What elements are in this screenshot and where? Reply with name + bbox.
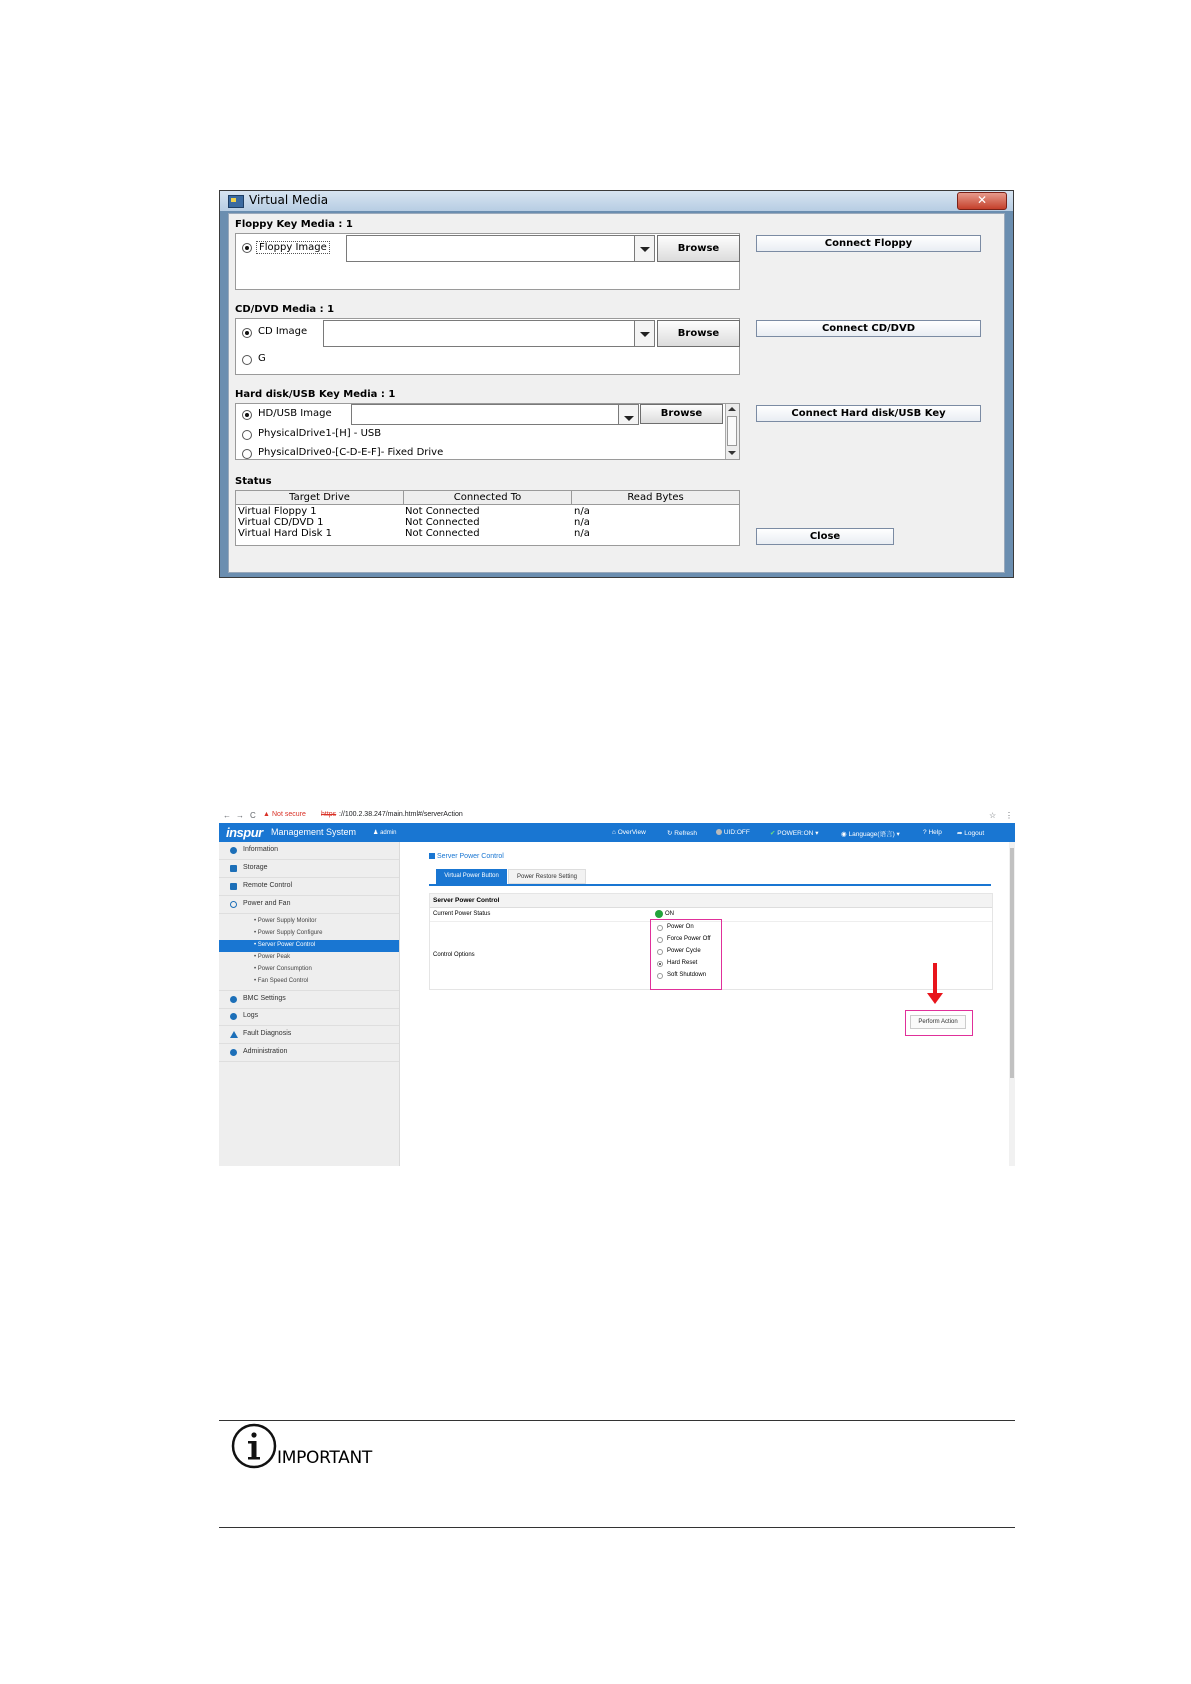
sidebar-subitem-label: • Power Consumption	[254, 966, 312, 972]
table-cell: Not Connected	[405, 528, 480, 539]
page-scrollbar[interactable]	[1009, 842, 1015, 1166]
table-cell: Virtual CD/DVD 1	[238, 517, 324, 528]
nav-logout[interactable]	[957, 829, 984, 837]
hdusb-section-label: Hard disk/USB Key Media : 1	[235, 389, 396, 400]
menu-icon[interactable]: ⋮	[1005, 811, 1013, 820]
note-top-rule	[219, 1420, 1015, 1421]
floppy-section-label: Floppy Key Media : 1	[235, 219, 353, 230]
section-title: Server Power Control	[433, 897, 500, 904]
sidebar-subitem-power-supply-monitor[interactable]	[219, 916, 399, 928]
info-icon	[231, 1423, 277, 1469]
hdusb-image-label: HD/USB Image	[258, 408, 332, 419]
cddvd-panel	[235, 318, 740, 375]
cd-drive-g-radio[interactable]	[242, 355, 252, 365]
connect-cddvd-button[interactable]: Connect CD/DVD	[756, 320, 981, 337]
sidebar-item-label: Power and Fan	[243, 900, 291, 907]
logout-icon: ➦	[957, 830, 963, 837]
window-client-area	[228, 213, 1005, 573]
floppy-image-label: Floppy Image	[256, 241, 330, 254]
nav-power[interactable]	[770, 829, 818, 837]
nav-logout-label: Logout	[964, 830, 985, 837]
nav-power-label: POWER:ON	[777, 830, 814, 837]
window-close-button[interactable]: ✕	[957, 192, 1007, 210]
physicaldrive0-label: PhysicalDrive0-[C-D-E-F]- Fixed Drive	[258, 447, 444, 458]
system-name: Management System	[271, 827, 357, 837]
warning-icon: ▲	[263, 811, 270, 818]
sidebar-subitem-label: • Server Power Control	[254, 942, 316, 948]
window-titlebar[interactable]	[220, 191, 1013, 211]
globe-icon: ◉	[841, 831, 847, 838]
option-force-power-off-label: Force Power Off	[667, 936, 711, 942]
red-arrow-down-icon	[927, 993, 943, 1004]
bmc-web-screenshot	[219, 808, 1015, 1166]
table-cell: Not Connected	[405, 517, 480, 528]
scroll-down-icon[interactable]	[728, 451, 736, 455]
status-label: Status	[235, 476, 272, 487]
option-soft-shutdown-label: Soft Shutdown	[667, 972, 707, 978]
close-button[interactable]: Close	[756, 528, 894, 545]
sidebar-subitem-power-supply-configure[interactable]	[219, 928, 399, 940]
power-control-panel	[429, 893, 993, 990]
physicaldrive1-label: PhysicalDrive1-[H] - USB	[258, 428, 382, 439]
url-scheme: https	[321, 811, 337, 818]
sidebar-subitem-power-consumption[interactable]	[219, 964, 399, 976]
nav-language-label: Language(语言)	[848, 831, 895, 838]
column-header: Read Bytes	[572, 491, 739, 505]
caret-down-icon: ▾	[896, 831, 900, 838]
cd-drive-g-label: G	[258, 353, 266, 364]
chevron-down-icon[interactable]	[618, 405, 638, 424]
sidebar-subitem-fan-speed-control[interactable]	[219, 976, 399, 988]
cd-image-combo[interactable]	[323, 320, 655, 347]
nav-help[interactable]	[923, 829, 942, 836]
options-highlight-box	[650, 919, 722, 990]
url-text[interactable]: ://100.2.38.247/main.html#/serverAction	[339, 811, 463, 818]
user-icon: ♟	[373, 830, 379, 836]
sidebar-item-information[interactable]	[219, 842, 399, 860]
cd-image-radio[interactable]	[242, 328, 252, 338]
refresh-icon: ↻	[667, 830, 673, 837]
sidebar-subitem-label: • Power Peak	[254, 954, 291, 960]
floppy-image-radio[interactable]	[242, 243, 252, 253]
connect-floppy-button[interactable]: Connect Floppy	[756, 235, 981, 252]
option-hard-reset-label: Hard Reset	[667, 960, 698, 966]
sidebar-item-label: BMC Settings	[243, 995, 286, 1002]
physicaldrive1-radio[interactable]	[242, 430, 252, 440]
nav-uid[interactable]	[716, 829, 750, 836]
hdusb-image-combo[interactable]	[351, 404, 639, 425]
browser-address-bar	[219, 808, 1015, 823]
sidebar-item-label: Information	[243, 846, 279, 853]
caret-down-icon: ▾	[815, 830, 819, 837]
nav-help-label: Help	[928, 829, 942, 836]
sidebar-item-bmc-settings[interactable]	[219, 990, 399, 1009]
sidebar-item-label: Remote Control	[243, 882, 293, 889]
main-content	[400, 842, 1015, 1166]
table-cell: Virtual Hard Disk 1	[238, 528, 332, 539]
panel-header	[430, 894, 992, 908]
red-arrow-shaft	[933, 963, 937, 995]
page-title-text: Server Power Control	[436, 853, 504, 860]
sidebar-subitem-label: • Fan Speed Control	[254, 978, 309, 984]
sidebar-item-storage[interactable]	[219, 860, 399, 878]
hdusb-image-radio[interactable]	[242, 410, 252, 420]
status-table	[235, 490, 740, 546]
sidebar-item-power-and-fan[interactable]	[219, 896, 399, 914]
connect-hdusb-button[interactable]: Connect Hard disk/USB Key	[756, 405, 981, 422]
power-icon	[230, 901, 237, 908]
current-status-label: Current Power Status	[433, 911, 491, 917]
cddvd-section-label: CD/DVD Media : 1	[235, 304, 335, 315]
storage-icon	[230, 865, 237, 872]
nav-language[interactable]	[841, 829, 900, 838]
tab-power-restore-setting[interactable]: Power Restore Setting	[508, 869, 586, 884]
reload-icon[interactable]: C	[250, 811, 256, 820]
sidebar-subitem-server-power-control[interactable]	[219, 940, 399, 952]
hdusb-scrollbar[interactable]	[725, 404, 739, 459]
table-cell: n/a	[574, 517, 590, 528]
nav-refresh[interactable]	[667, 829, 697, 837]
scroll-thumb[interactable]	[727, 416, 737, 446]
status-on-icon	[655, 910, 663, 918]
forward-icon[interactable]: →	[236, 811, 244, 820]
monitor-icon	[230, 883, 237, 890]
floppy-browse-button[interactable]: Browse	[657, 235, 740, 262]
column-header: Target Drive	[236, 491, 404, 505]
window-title: Virtual Media	[249, 193, 329, 207]
scroll-up-icon[interactable]	[728, 407, 736, 411]
sidebar-item-remote-control[interactable]	[219, 878, 399, 896]
cddvd-browse-button[interactable]: Browse	[657, 320, 740, 347]
chevron-down-icon[interactable]	[634, 321, 654, 346]
check-icon: ✔	[770, 830, 776, 837]
perform-action-button[interactable]: Perform Action	[910, 1015, 966, 1029]
not-secure-label[interactable]: Not secure	[272, 811, 306, 818]
uid-status-icon	[716, 829, 722, 835]
virtual-media-window	[219, 190, 1014, 578]
sidebar-subitem-label: • Power Supply Configure	[254, 930, 323, 936]
user-name: admin	[380, 830, 397, 836]
app-icon	[228, 195, 244, 208]
physicaldrive0-radio[interactable]	[242, 449, 252, 459]
nav-refresh-label: Refresh	[674, 830, 698, 837]
table-cell: Not Connected	[405, 506, 480, 517]
option-power-on-label: Power On	[667, 924, 694, 930]
note-bottom-rule	[219, 1527, 1015, 1528]
cd-image-label: CD Image	[258, 326, 308, 337]
back-icon[interactable]: ←	[223, 811, 231, 820]
admin-gear-icon	[230, 1049, 237, 1056]
warning-icon	[230, 1031, 238, 1038]
important-label: IMPORTANT	[277, 1448, 372, 1468]
floppy-image-combo[interactable]	[346, 235, 655, 262]
help-icon: ?	[923, 829, 927, 836]
nav-uid-label: UID:OFF	[723, 829, 750, 836]
sidebar-item-label: Administration	[243, 1048, 288, 1055]
chevron-down-icon[interactable]	[634, 236, 654, 261]
inspur-logo: inspur	[226, 825, 263, 840]
floppy-panel	[235, 233, 740, 290]
current-status-value: ON	[665, 911, 674, 917]
home-icon: ⌂	[612, 829, 616, 836]
column-header: Connected To	[404, 491, 572, 505]
tab-underline	[429, 884, 991, 886]
nav-overview[interactable]	[612, 829, 646, 836]
logs-icon	[230, 1013, 237, 1020]
sidebar-item-label: Fault Diagnosis	[243, 1030, 292, 1037]
info-icon	[230, 847, 237, 854]
control-options-label: Control Options	[433, 952, 475, 958]
star-icon[interactable]: ☆	[989, 811, 997, 820]
settings-icon	[230, 996, 237, 1003]
sidebar-subitem-power-peak[interactable]	[219, 952, 399, 964]
top-navbar	[219, 823, 1015, 842]
sidebar	[219, 842, 400, 1166]
sidebar-item-logs[interactable]	[219, 1008, 399, 1026]
sidebar-item-administration[interactable]	[219, 1044, 399, 1062]
hdusb-browse-button[interactable]: Browse	[640, 404, 723, 424]
hdusb-panel	[235, 403, 740, 460]
page-title	[429, 853, 504, 860]
sidebar-item-label: Logs	[243, 1012, 259, 1019]
table-cell: Virtual Floppy 1	[238, 506, 317, 517]
tab-virtual-power-button[interactable]: Virtual Power Button	[436, 869, 507, 884]
nav-overview-label: OverView	[617, 829, 646, 836]
table-cell: n/a	[574, 528, 590, 539]
user-label[interactable]	[373, 829, 396, 836]
table-cell: n/a	[574, 506, 590, 517]
sidebar-item-fault-diagnosis[interactable]	[219, 1026, 399, 1044]
page-scrollbar-thumb[interactable]	[1010, 848, 1014, 1078]
sidebar-item-label: Storage	[243, 864, 268, 871]
option-power-cycle-label: Power Cycle	[667, 948, 701, 954]
grid-icon	[429, 853, 435, 859]
sidebar-subitem-label: • Power Supply Monitor	[254, 918, 317, 924]
